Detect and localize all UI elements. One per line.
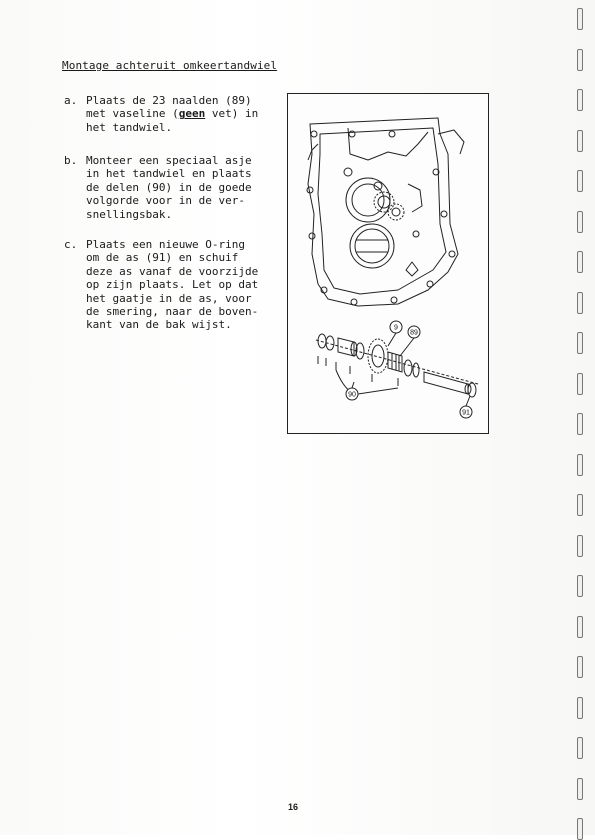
- bolt-hole: [449, 251, 455, 257]
- upper-bearing-bore: [346, 178, 390, 222]
- emphasis-text: geen: [178, 107, 206, 121]
- bolt-hole: [311, 131, 317, 137]
- binder-hole: [577, 170, 583, 192]
- step-text: vet) in: [205, 107, 259, 121]
- binder-hole: [577, 292, 583, 314]
- binder-hole: [577, 697, 583, 719]
- section-title: Montage achteruit omkeertandwiel: [62, 59, 278, 72]
- binder-hole: [577, 251, 583, 273]
- binder-hole: [577, 535, 583, 557]
- step-line: deze as vanaf de voorzijde: [86, 264, 259, 278]
- bolt-hole: [427, 281, 433, 287]
- bolt-hole: [389, 131, 395, 137]
- step-line: Plaats een nieuwe O-ring: [86, 238, 245, 251]
- reverse-gear: [388, 204, 404, 220]
- binder-hole: [577, 818, 583, 840]
- lower-bearing-bore: [350, 224, 394, 268]
- gear-9: [368, 339, 388, 373]
- binder-hole: [577, 332, 583, 354]
- gearbox-illustration: [287, 93, 489, 434]
- washer: [413, 363, 419, 377]
- binder-hole: [577, 89, 583, 111]
- step-line: volgorde voor in de ver-: [86, 194, 245, 208]
- binder-hole: [577, 778, 583, 800]
- binder-hole: [577, 413, 583, 435]
- callout-9: 9: [394, 324, 398, 332]
- callout-91: 91: [462, 409, 470, 417]
- step-marker: a.: [64, 94, 78, 107]
- step-line: op zijn plaats. Let op dat: [86, 278, 259, 292]
- step-line: het tandwiel.: [86, 120, 173, 134]
- gearbox-drawing: [288, 94, 488, 433]
- step-line: de smering, naar de boven-: [86, 305, 259, 319]
- binder-hole: [577, 737, 583, 759]
- step-line: snellingsbak.: [86, 207, 173, 221]
- callout-90: 90: [348, 391, 356, 399]
- step-line-mixed: [86, 107, 282, 120]
- binder-hole: [577, 616, 583, 638]
- housing-inner-outline: [318, 128, 446, 294]
- bolt-hole: [391, 297, 397, 303]
- step-line: het gaatje in de as, voor: [86, 291, 252, 305]
- binder-hole: [577, 575, 583, 597]
- washer: [318, 334, 326, 348]
- bolt-hole: [441, 211, 447, 217]
- step-line: om de as (91) en schuif: [86, 251, 239, 265]
- binder-hole: [577, 373, 583, 395]
- binder-hole: [577, 656, 583, 678]
- bolt-hole: [309, 233, 315, 239]
- step-line: in het tandwiel en plaats: [86, 167, 252, 181]
- page-number: 16: [288, 802, 299, 812]
- binder-hole: [577, 494, 583, 516]
- washer: [404, 360, 412, 376]
- step-line: Monteer een speciaal asje: [86, 154, 252, 167]
- step-line: kant van de bak wijst.: [86, 318, 232, 332]
- needle-bearing-89: [388, 352, 402, 372]
- step-marker: b.: [64, 154, 78, 167]
- binder-hole: [577, 8, 583, 30]
- bolt-hole: [351, 299, 357, 305]
- step-text: met vaseline (: [86, 107, 179, 121]
- binder-hole: [577, 130, 583, 152]
- callout-89: 89: [410, 329, 418, 337]
- binder-hole: [577, 454, 583, 476]
- shaft-91: [424, 372, 468, 394]
- binder-hole: [577, 49, 583, 71]
- binder-hole: [577, 211, 583, 233]
- binder-strip: [573, 0, 595, 835]
- step-line: Plaats de 23 naalden (89): [86, 94, 252, 107]
- step-line: de delen (90) in de goede: [86, 180, 252, 194]
- step-marker: c.: [64, 238, 78, 251]
